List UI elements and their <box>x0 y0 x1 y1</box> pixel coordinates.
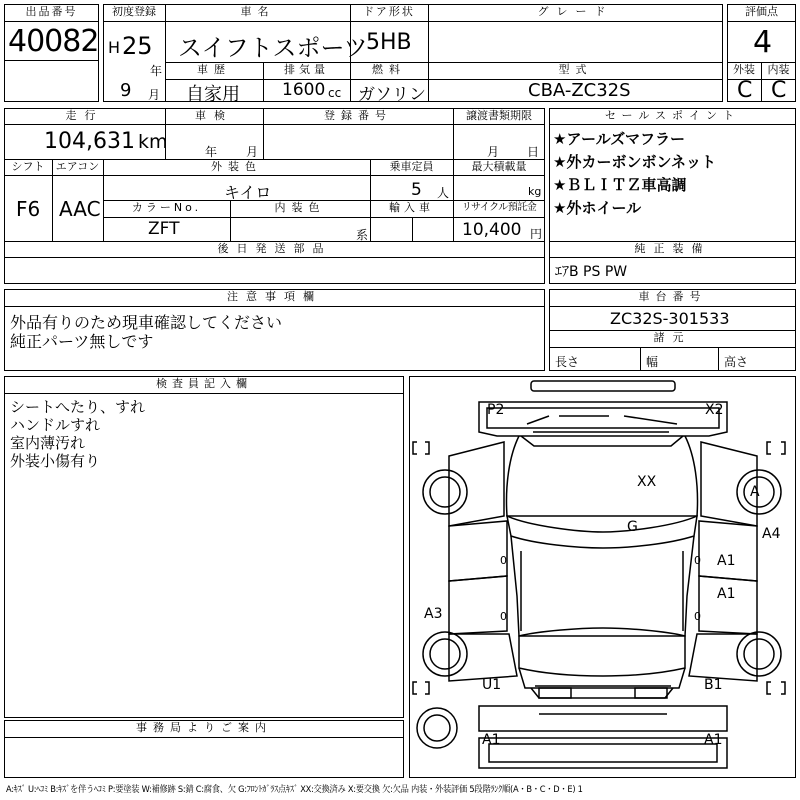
interior-color-unit: 系 <box>356 228 369 242</box>
displacement: 1600 <box>282 80 326 100</box>
lot-number-label: 出品番号 <box>25 5 78 18</box>
inspector-line: 外装小傷有り <box>10 452 101 470</box>
sales-point-item: ★外カーボンボンネット <box>553 153 716 171</box>
notes-line: 外品有りのため現車確認してください <box>10 313 283 332</box>
exterior-color-label: 外装色 <box>211 160 262 173</box>
mark-zero: 0 <box>500 610 507 623</box>
history: 自家用 <box>186 84 240 105</box>
fuel: ガソリン <box>358 85 426 105</box>
sales-points-label: セールスポイント <box>604 109 740 122</box>
sales-point-item: ★アールズマフラー <box>553 130 685 148</box>
chassis-number-label: 車台番号 <box>638 290 707 303</box>
mark-x2: X2 <box>705 402 724 418</box>
mark-bottom-left: A1 <box>482 732 501 748</box>
recycle-fee-unit: 円 <box>530 227 543 241</box>
mark-a3: A3 <box>424 606 443 622</box>
year-unit: 年 <box>150 64 163 78</box>
mileage-label: 走行 <box>65 109 104 122</box>
mark-g: G <box>627 519 638 535</box>
mark-b1: B1 <box>704 677 723 693</box>
era: H <box>108 38 121 57</box>
sales-point-item: ★外ホイール <box>553 199 642 217</box>
model-label: 型式 <box>558 63 593 76</box>
exterior-grade-label: 外装 <box>733 63 755 76</box>
color-number: ZFT <box>148 219 180 239</box>
import-label: 輸入車 <box>389 201 434 214</box>
length-label: 長さ <box>555 355 580 369</box>
mark-right-rear-door: A1 <box>717 586 736 602</box>
history-label: 車歴 <box>197 63 231 76</box>
max-load-label: 最大積載量 <box>471 160 527 173</box>
score: 4 <box>753 25 773 60</box>
mark-zero: 0 <box>694 610 701 623</box>
max-load-unit: kg <box>528 185 542 198</box>
width-label: 幅 <box>646 355 659 369</box>
later-parts-label: 後日発送部品 <box>217 242 332 255</box>
interior-grade-label: 内装 <box>767 63 790 76</box>
mark-bottom-right: A1 <box>704 732 723 748</box>
sales-point-item: ★ＢＬＩＴＺ車高調 <box>553 176 687 194</box>
interior-grade: C <box>771 78 787 103</box>
month-unit: 月 <box>148 88 161 102</box>
capacity-label: 乗車定員 <box>389 160 434 173</box>
door-type: 5HB <box>366 30 412 55</box>
notes-label: 注意事項欄 <box>227 290 322 303</box>
capacity: 5 <box>411 180 422 200</box>
first-registration-label: 初度登録 <box>112 5 156 18</box>
inspector-line: ハンドルすれ <box>10 416 101 434</box>
registration-number-label: 登録番号 <box>324 109 392 122</box>
shift: F6 <box>16 197 41 221</box>
inspection-year-unit: 年 <box>205 145 218 159</box>
specs-label: 諸元 <box>653 331 692 344</box>
lot-number: 40082 <box>8 24 99 59</box>
car-name: スイフトスポーツ <box>178 34 368 62</box>
inspection-label: 車検 <box>195 109 233 122</box>
fuel-label: 燃料 <box>372 63 406 76</box>
capacity-unit: 人 <box>437 186 450 200</box>
registration-month: 9 <box>120 80 132 101</box>
mark-xx: XX <box>637 474 657 490</box>
displacement-unit: cc <box>328 86 342 100</box>
inspector-line: シートへたり、すれ <box>10 398 146 416</box>
interior-color-label: 内装色 <box>274 201 326 214</box>
chassis-number: ZC32S-301533 <box>610 309 730 328</box>
recycle-fee: 10,400 <box>462 220 522 240</box>
registration-year: 25 <box>122 32 153 60</box>
score-label: 評価点 <box>745 5 778 18</box>
mark-u1: U1 <box>482 677 502 693</box>
mark-zero: 0 <box>500 554 507 567</box>
transfer-month-unit: 月 <box>487 145 500 159</box>
mark-right-front-door: A1 <box>717 553 736 569</box>
transfer-deadline-label: 譲渡書類期限 <box>466 109 532 122</box>
inspection-month-unit: 月 <box>246 145 259 159</box>
inspector-label: 検査員記入欄 <box>156 377 252 390</box>
color-number-label: カラーNo. <box>131 201 202 214</box>
mark-a4: A4 <box>762 526 781 542</box>
aircon-label: エアコン <box>55 160 100 173</box>
office-label: 事務局よりご案内 <box>136 721 272 734</box>
door-type-label: ドア形状 <box>363 5 415 18</box>
car-damage-diagram <box>409 376 796 778</box>
genuine-equipment: ｴｱB PS PW <box>555 264 628 280</box>
height-label: 高さ <box>724 355 749 369</box>
mileage: 104,631 <box>44 129 135 154</box>
grade-label: グレード <box>537 5 614 18</box>
transfer-day-unit: 日 <box>527 145 540 159</box>
legend: A:ｷｽﾞ U:ﾍｺﾐ B:ｷｽﾞを伴うﾍｺﾐ P:要塗装 W:補修跡 S:錆 C:腐食、欠 G:ﾌﾛﾝﾄｶﾞﾗｽ点ｷｽﾞ XX:交換済み X:要交換 欠:欠品 内装・外装評価 5段階ﾗﾝｸ順(A・B・C・D・E) 1 <box>6 785 583 795</box>
displacement-label: 排気量 <box>284 63 329 76</box>
aircon: AAC <box>59 197 101 221</box>
mark-zero: 0 <box>694 554 701 567</box>
recycle-fee-label: リサイクル預託金 <box>461 202 537 213</box>
exterior-grade: C <box>737 78 753 103</box>
model: CBA-ZC32S <box>528 80 631 101</box>
mark-right-front-wheel: A <box>750 484 760 500</box>
genuine-equipment-label: 純正装備 <box>634 242 711 255</box>
exterior-color: キイロ <box>224 183 272 202</box>
notes-line: 純正パーツ無しです <box>10 332 154 351</box>
mark-p2: P2 <box>487 402 505 418</box>
inspector-line: 室内薄汚れ <box>10 434 86 452</box>
car-name-label: 車名 <box>240 5 275 18</box>
shift-label: シフト <box>11 160 45 173</box>
mileage-unit: km <box>138 131 168 153</box>
